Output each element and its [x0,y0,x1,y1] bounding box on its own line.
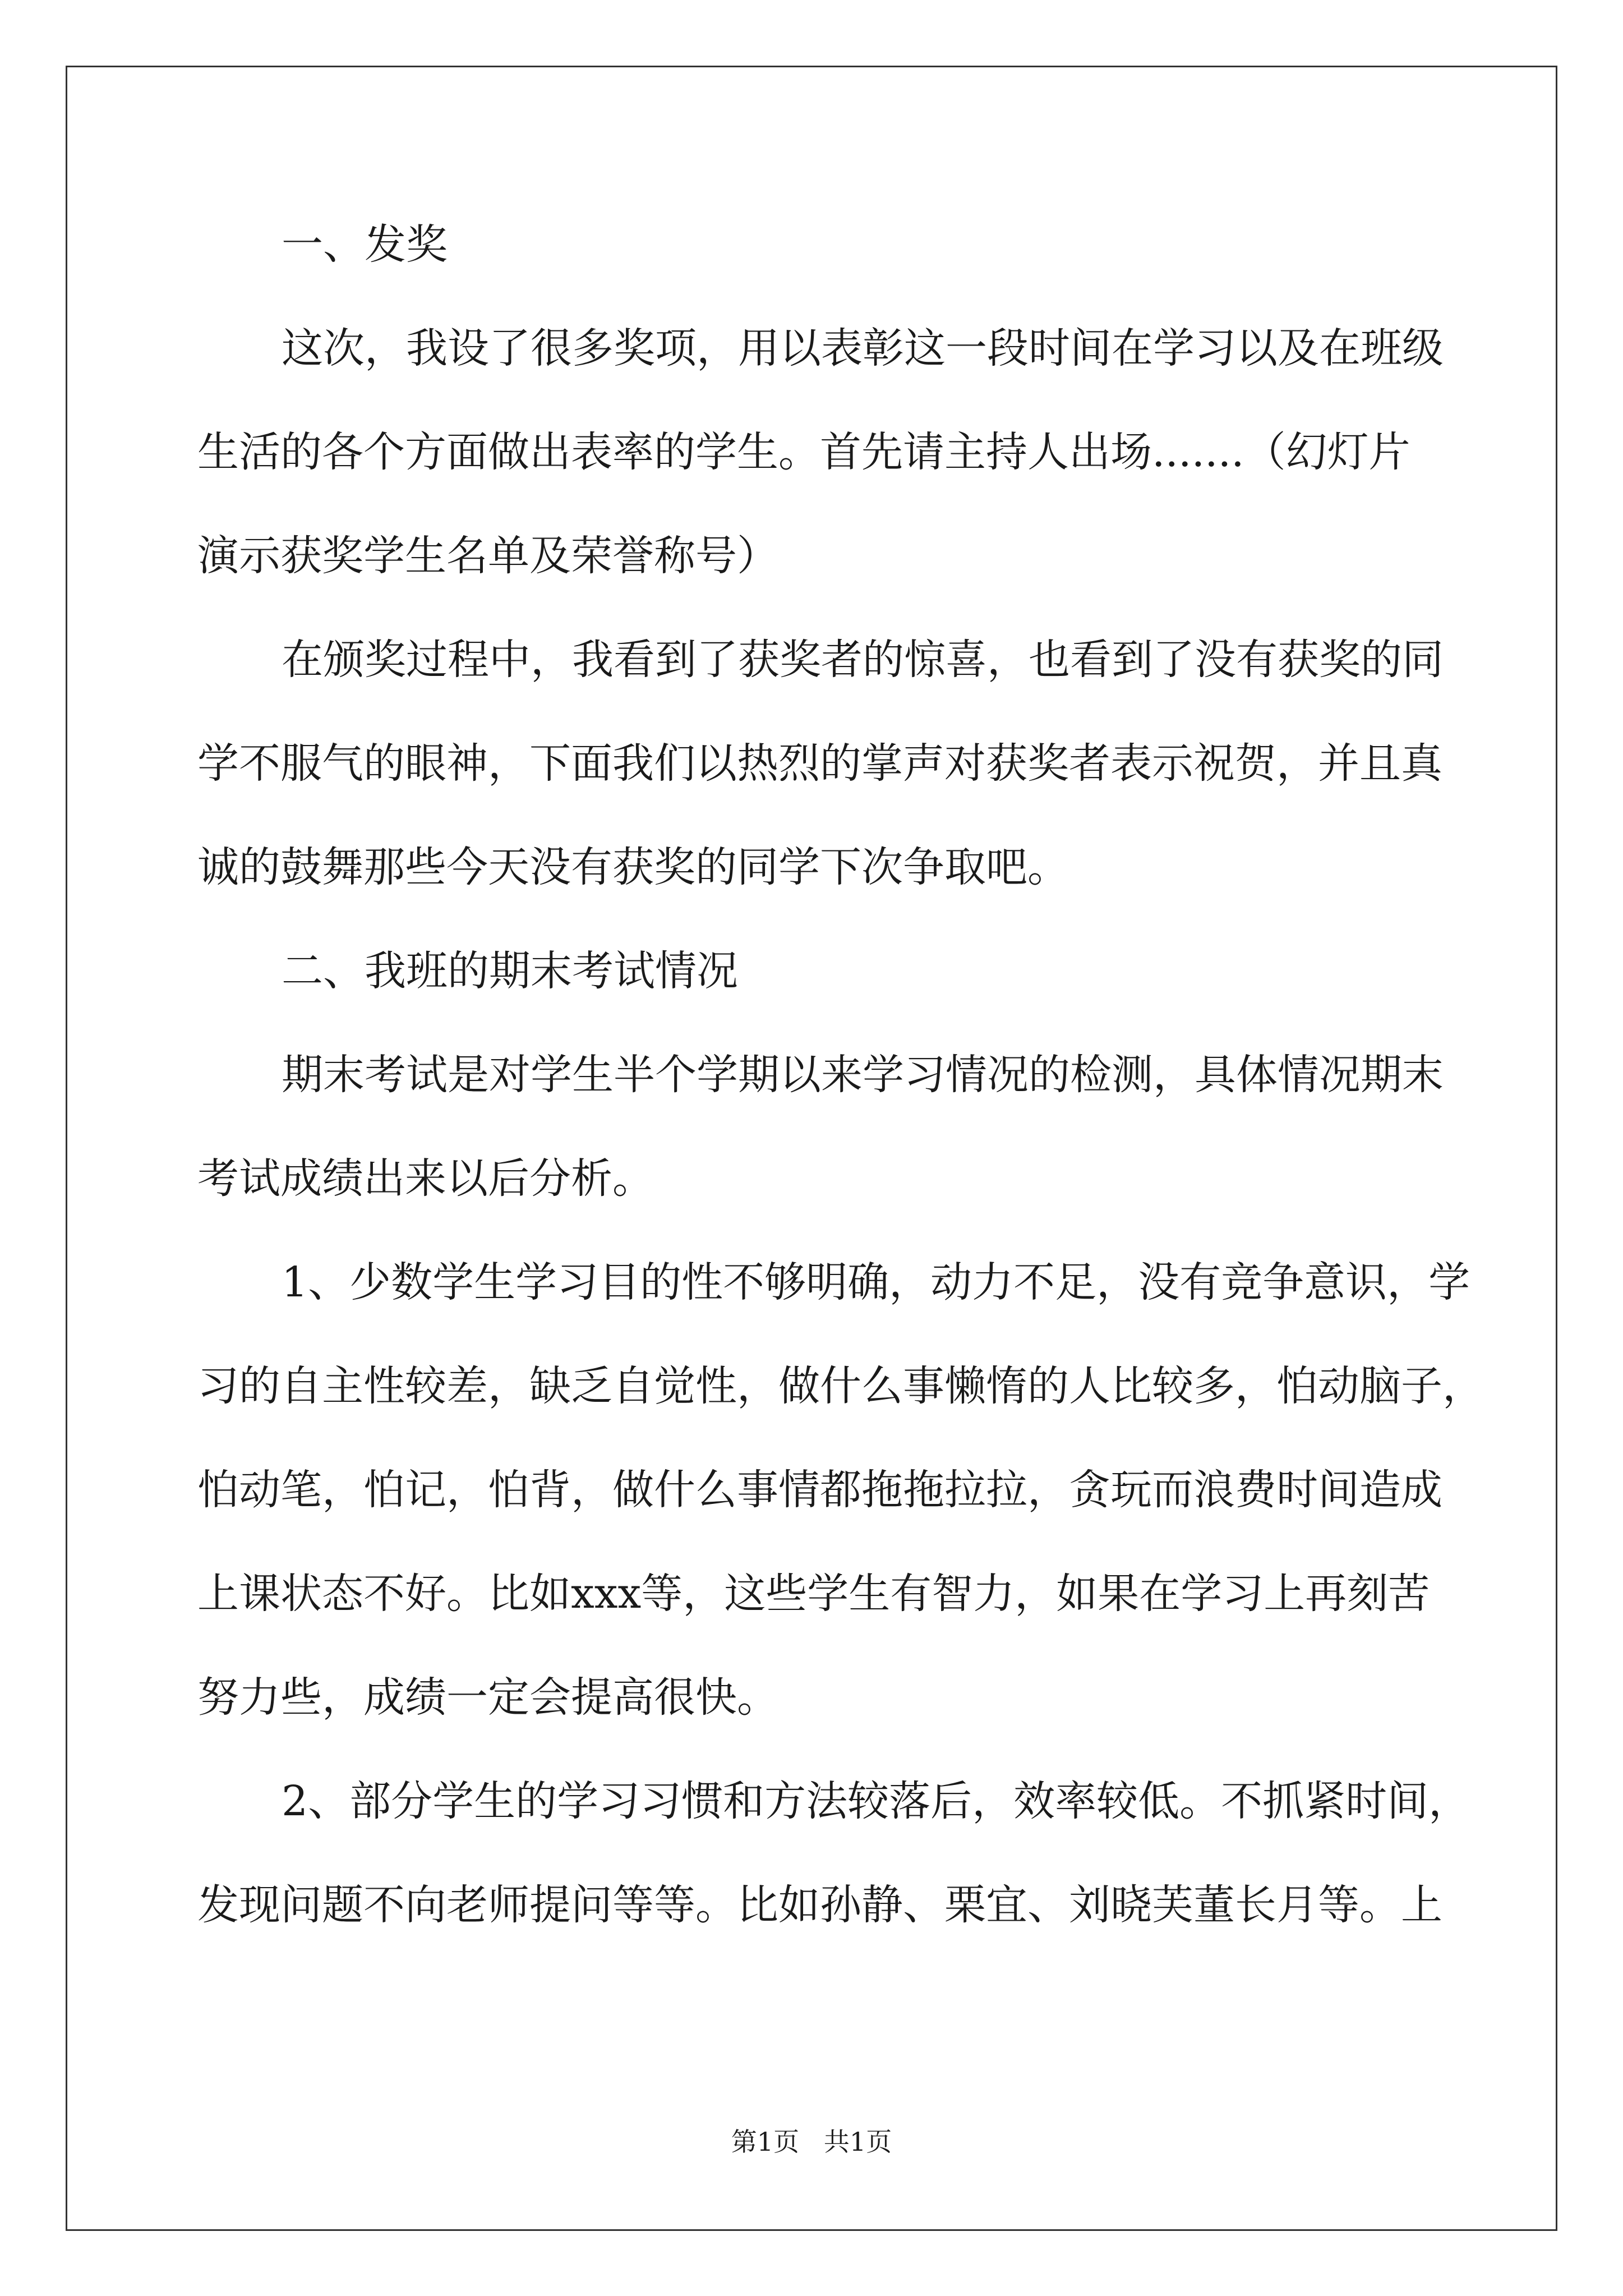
paragraph-line: 发现问题不向老师提问等等。比如孙静、栗宜、刘晓芙董长月等。上 [197,1881,1442,1929]
paragraph-line: 努力些，成绩一定会提高很快。 [197,1673,778,1722]
paragraph-line: 上课状态不好。比如xxx等，这些学生有智力，如果在学习上再刻苦 [197,1570,1430,1618]
paragraph-line: 1、少数学生学习目的性不够明确，动力不足，没有竞争意识，学 [282,1258,1470,1306]
paragraph-line: 期末考试是对学生半个学期以来学习情况的检测，具体情况期末 [282,1051,1444,1099]
paragraph-line: 习的自主性较差，缺乏自觉性，做什么事懒惰的人比较多，怕动脑子， [197,1362,1484,1410]
heading-awards: 一、发奖 [282,220,448,269]
paragraph-line: 生活的各个方面做出表率的学生。首先请主持人出场.......（幻灯片 [197,428,1410,476]
paragraph-line: 诚的鼓舞那些今天没有获奖的同学下次争取吧。 [197,843,1069,891]
paragraph-line: 怕动笔，怕记，怕背，做什么事情都拖拖拉拉，贪玩而浪费时间造成 [197,1466,1442,1514]
paragraph-line: 演示获奖学生名单及荣誉称号） [197,532,778,580]
paragraph-line: 2、部分学生的学习习惯和方法较落后，效率较低。不抓紧时间， [282,1777,1470,1825]
page-footer: 第1页 共1页 [731,2127,892,2157]
paragraph-line: 学不服气的眼神，下面我们以热烈的掌声对获奖者表示祝贺，并且真 [197,739,1442,788]
heading-exam-situation: 二、我班的期末考试情况 [282,947,738,995]
paragraph-line: 在颁奖过程中，我看到了获奖者的惊喜，也看到了没有获奖的同 [282,636,1444,684]
paragraph-line: 考试成绩出来以后分析。 [197,1154,654,1203]
paragraph-line: 这次，我设了很多奖项，用以表彰这一段时间在学习以及在班级 [282,324,1444,372]
